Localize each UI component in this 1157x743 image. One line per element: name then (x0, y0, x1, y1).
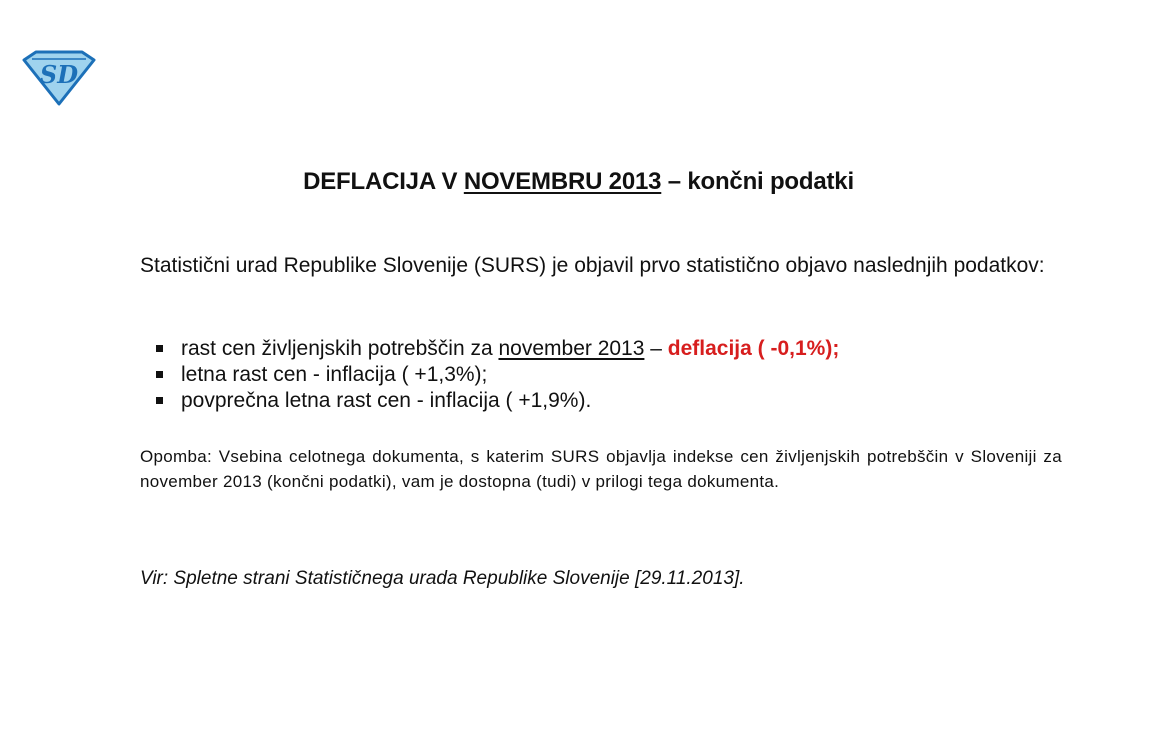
bullet-square-icon (156, 345, 163, 352)
source-citation: Vir: Spletne strani Statističnega urada Republike Slovenije [29.11.2013]. (140, 568, 745, 589)
bullet-square-icon (156, 397, 163, 404)
svg-text:SD: SD (39, 60, 79, 89)
logo (22, 50, 96, 106)
bullet-text: letna rast cen - inflacija ( +1,3%); (181, 363, 488, 386)
note-paragraph: Opomba: Vsebina celotnega dokumenta, s katerim SURS objavlja indekse cen življenjskih potrebščin v Sloveniji za november 2013 (končni podatki), vam je dostopna (tudi) v prilogi tega dokumenta. (140, 447, 1062, 491)
title-month: NOVEMBRU 2013 (463, 168, 662, 195)
bullet-list (154, 336, 839, 414)
page-title (0, 168, 1157, 196)
list-item (154, 336, 839, 362)
title-part1: DEFLACIJA V (303, 168, 464, 195)
title-part2: – končni podatki (661, 168, 854, 195)
bullet-text: povprečna letna rast cen - inflacija ( +1,9%). (181, 389, 592, 412)
sd-shield-logo-icon (22, 50, 96, 106)
intro-paragraph: Statistični urad Republike Slovenije (SURS) je objavil prvo statistično objavo naslednjih podatkov: (140, 254, 1045, 277)
list-item (154, 362, 839, 388)
bullet-month: november 2013 (498, 337, 645, 360)
list-item (154, 388, 839, 414)
deflation-highlight: deflacija ( -0,1%); (667, 337, 840, 360)
bullet-dash: – (644, 337, 668, 360)
bullet-text: rast cen življenjskih potrebščin za (181, 337, 499, 360)
bullet-square-icon (156, 371, 163, 378)
